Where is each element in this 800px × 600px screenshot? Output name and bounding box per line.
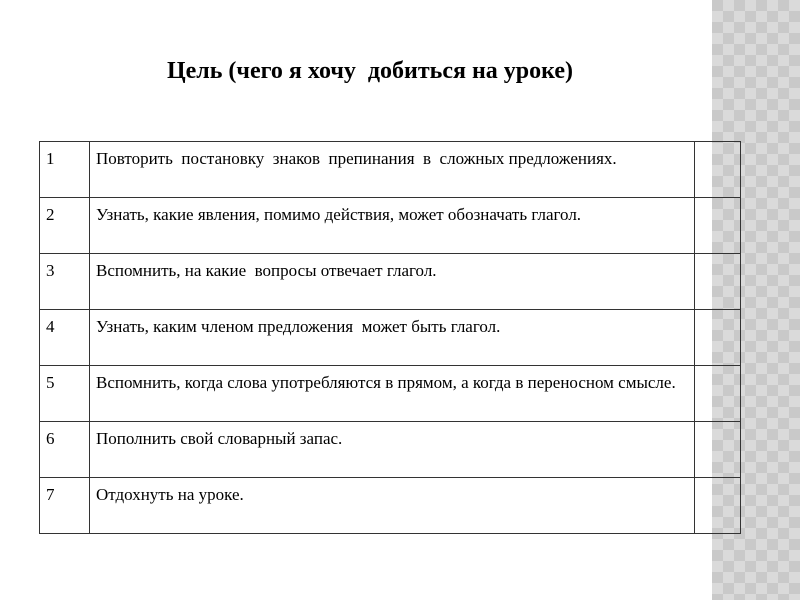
goals-table [39,141,741,534]
table-row [40,422,741,478]
goal-mark-cell[interactable] [695,478,741,534]
table-row [40,142,741,198]
goal-number: 7 [40,478,90,534]
goal-text: Вспомнить, когда слова употребляются в прямом, а когда в переносном смысле. [90,366,695,422]
goal-text: Узнать, какие явления, помимо действия, может обозначать глагол. [90,198,695,254]
goal-text: Узнать, каким членом предложения может быть глагол. [90,310,695,366]
slide-title: Цель (чего я хочу добиться на уроке) [166,58,574,84]
table-row [40,254,741,310]
goal-mark-cell[interactable] [695,142,741,198]
goal-mark-cell[interactable] [695,366,741,422]
goal-number: 2 [40,198,90,254]
goal-text: Отдохнуть на уроке. [90,478,695,534]
goal-text: Пополнить свой словарный запас. [90,422,695,478]
table-row [40,310,741,366]
goal-mark-cell[interactable] [695,254,741,310]
goal-mark-cell[interactable] [695,422,741,478]
table-row [40,366,741,422]
goal-mark-cell[interactable] [695,198,741,254]
goal-text: Повторить постановку знаков препинания в сложных предложениях. [90,142,695,198]
goal-number: 6 [40,422,90,478]
goal-number: 1 [40,142,90,198]
table-row [40,478,741,534]
goal-number: 3 [40,254,90,310]
goal-mark-cell[interactable] [695,310,741,366]
table-row [40,198,741,254]
goal-number: 5 [40,366,90,422]
goal-number: 4 [40,310,90,366]
goal-text: Вспомнить, на какие вопросы отвечает глагол. [90,254,695,310]
